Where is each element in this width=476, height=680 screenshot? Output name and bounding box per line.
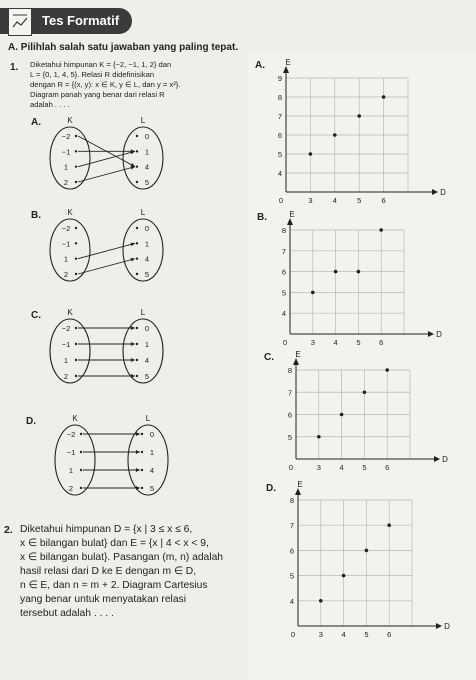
domain-dot <box>75 359 77 361</box>
domain-value: 2 <box>63 372 69 381</box>
x-tick-label: 5 <box>362 463 367 472</box>
question-1-line: Diketahui himpunan K = {−2, −1, 1, 2} dan <box>30 60 172 69</box>
x-tick-label: 4 <box>341 630 346 639</box>
codomain-dot <box>136 375 138 377</box>
x-tick-label: 5 <box>364 630 369 639</box>
set-k-name: K <box>67 208 73 217</box>
domain-dot <box>75 327 77 329</box>
option-a-chart-label[interactable]: A. <box>255 60 265 71</box>
option-b-chart-label[interactable]: B. <box>257 212 267 223</box>
option-c-chart-label[interactable]: C. <box>264 352 274 363</box>
set-l-name: L <box>140 116 146 125</box>
arrow-head <box>131 358 135 362</box>
y-tick-label: 7 <box>277 112 283 121</box>
codomain-dot <box>136 257 138 259</box>
arrow-diagram-c <box>40 307 190 389</box>
page-title: Tes Formatif <box>42 13 120 28</box>
x-tick-label: 5 <box>357 196 362 205</box>
y-tick-label: 4 <box>281 309 287 319</box>
question-2-line: n ∈ E, dan n = m + 2. Diagram Cartesius <box>20 580 208 591</box>
arrow-head <box>131 374 135 378</box>
set-k-name: K <box>72 414 78 423</box>
domain-dot <box>75 165 77 167</box>
y-tick-label: 6 <box>281 267 287 277</box>
y-tick-label: 8 <box>289 496 295 505</box>
data-point <box>385 368 389 372</box>
y-tick-label: 7 <box>281 246 287 256</box>
codomain-dot <box>136 327 138 329</box>
domain-value: 1 <box>68 466 74 475</box>
arrow-diagram-b <box>40 207 190 287</box>
domain-dot <box>75 257 77 259</box>
arrow-head <box>136 486 140 490</box>
domain-value: −1 <box>66 448 76 457</box>
question-2-line: x ∈ bilangan bulat} dan E = {x | 4 < x < 9, <box>20 538 209 549</box>
y-tick-label: 7 <box>289 521 295 531</box>
y-axis-arrow <box>295 488 301 495</box>
arrow-head <box>136 450 140 454</box>
codomain-value: 5 <box>144 178 150 187</box>
option-a-label[interactable]: A. <box>31 117 41 128</box>
codomain-dot <box>136 343 138 345</box>
set-l-oval <box>123 219 163 281</box>
arrow-head <box>136 468 140 472</box>
x-axis-title: D <box>436 330 442 339</box>
codomain-value: 0 <box>144 324 150 333</box>
question-2-line: Diketahui himpunan D = {x | 3 ≤ x ≤ 6, <box>20 524 193 535</box>
domain-value: −2 <box>61 224 71 233</box>
codomain-value: 4 <box>144 356 150 365</box>
data-point <box>379 228 383 232</box>
codomain-value: 1 <box>144 239 150 249</box>
codomain-value: 0 <box>149 430 155 439</box>
y-tick-label: 4 <box>277 169 283 178</box>
set-l-oval <box>128 425 168 495</box>
x-tick-label: 5 <box>356 338 361 347</box>
arrow-head <box>136 432 140 436</box>
codomain-value: 1 <box>149 448 155 457</box>
y-tick-label: 6 <box>277 131 283 140</box>
x-tick-label: 4 <box>339 463 344 472</box>
option-b-label[interactable]: B. <box>31 210 41 221</box>
x-tick-label: 4 <box>332 196 337 205</box>
arrow-head <box>131 342 135 346</box>
domain-dot <box>75 273 77 275</box>
data-point <box>319 599 323 603</box>
codomain-value: 1 <box>144 147 150 157</box>
x-axis-title: D <box>444 622 450 631</box>
origin-label: 0 <box>278 196 284 205</box>
domain-value: 2 <box>63 270 69 279</box>
domain-value: −2 <box>61 132 71 141</box>
set-k-name: K <box>67 308 73 317</box>
y-axis-title: E <box>289 210 295 219</box>
set-l-name: L <box>145 414 151 423</box>
option-d-chart-label[interactable]: D. <box>266 483 276 494</box>
question-1-line: Diagram panah yang benar dari relasi R <box>30 90 165 99</box>
domain-value: 2 <box>63 178 69 187</box>
data-point <box>382 95 386 99</box>
y-tick-label: 6 <box>287 410 293 420</box>
data-point <box>357 270 361 274</box>
question-2-line: x ∈ bilangan bulat}. Pasangan (m, n) adalah <box>20 552 224 563</box>
domain-value: 1 <box>63 356 69 365</box>
y-tick-label: 5 <box>277 150 283 159</box>
codomain-dot <box>141 469 143 471</box>
section-instruction: A. Pilihlah salah satu jawaban yang paling tepat. <box>8 42 239 53</box>
x-tick-label: 3 <box>318 630 323 639</box>
codomain-value: 0 <box>144 224 150 233</box>
y-tick-label: 6 <box>289 546 295 556</box>
y-axis-title: E <box>295 350 301 359</box>
set-l-name: L <box>140 208 146 217</box>
question-1-text <box>30 60 238 110</box>
question-1-number: 1. <box>10 62 19 73</box>
data-point <box>357 114 361 118</box>
set-l-oval <box>123 319 163 383</box>
domain-value: 1 <box>63 254 69 264</box>
domain-dot <box>80 433 82 435</box>
data-point <box>363 390 367 394</box>
domain-value: −1 <box>61 340 71 349</box>
x-axis-arrow <box>432 189 438 195</box>
codomain-value: 5 <box>149 484 155 493</box>
arrow-head <box>131 326 135 330</box>
x-axis-arrow <box>428 331 434 337</box>
question-2-number: 2. <box>4 524 13 536</box>
data-point <box>342 574 346 578</box>
header-banner <box>0 8 132 34</box>
x-tick-label: 3 <box>316 463 321 472</box>
domain-dot <box>80 487 82 489</box>
x-axis-title: D <box>440 188 446 197</box>
codomain-dot <box>136 181 138 183</box>
codomain-value: 4 <box>144 162 150 172</box>
arrow-diagram-d <box>45 413 195 501</box>
question-1-line: L = {0, 1, 4, 5}. Relasi R didefinisikan <box>30 70 155 79</box>
question-2-line: hasil relasi dari D ke E dengan m ∈ D, <box>20 566 197 577</box>
codomain-value: 4 <box>144 254 150 264</box>
data-point <box>333 133 337 137</box>
codomain-dot <box>141 433 143 435</box>
y-axis-title: E <box>285 58 291 67</box>
data-point <box>334 270 338 274</box>
y-axis-arrow <box>283 66 289 73</box>
question-1-line: dengan R = {(x, y): x ∈ K, y ∈ L, dan y = x²}. <box>30 80 181 89</box>
codomain-dot <box>136 359 138 361</box>
domain-value: −2 <box>66 430 76 439</box>
codomain-value: 1 <box>144 340 150 349</box>
x-axis-title: D <box>442 455 448 464</box>
x-tick-label: 6 <box>381 196 386 205</box>
option-d-label[interactable]: D. <box>26 416 36 427</box>
domain-dot <box>80 451 82 453</box>
codomain-value: 5 <box>144 372 150 381</box>
domain-dot <box>75 181 77 183</box>
y-tick-label: 7 <box>287 388 293 398</box>
domain-dot <box>75 227 77 229</box>
domain-value: 2 <box>68 484 74 493</box>
y-tick-label: 8 <box>287 366 293 375</box>
domain-value: −1 <box>61 239 71 249</box>
document-chart-icon <box>8 8 32 36</box>
data-point <box>387 523 391 527</box>
codomain-value: 5 <box>144 270 150 279</box>
x-tick-label: 3 <box>308 196 313 205</box>
x-tick-label: 6 <box>385 463 390 472</box>
option-c-label[interactable]: C. <box>31 310 41 321</box>
codomain-dot <box>141 487 143 489</box>
cartesian-diagram-c <box>278 350 450 475</box>
codomain-dot <box>136 150 138 152</box>
data-point <box>340 413 344 417</box>
x-axis-arrow <box>436 623 442 629</box>
y-tick-label: 5 <box>289 571 295 581</box>
question-2-line: tersebut adalah . . . . <box>20 608 114 619</box>
y-tick-label: 5 <box>281 288 287 298</box>
codomain-dot <box>136 135 138 137</box>
cartesian-diagram-b <box>272 210 444 350</box>
y-tick-label: 8 <box>281 226 287 235</box>
set-l-name: L <box>140 308 146 317</box>
domain-value: 1 <box>63 162 69 172</box>
codomain-dot <box>136 165 138 167</box>
set-k-name: K <box>67 116 73 125</box>
question-2-line: yang benar untuk menyatakan relasi <box>20 594 186 605</box>
data-point <box>311 291 315 295</box>
x-tick-label: 6 <box>379 338 384 347</box>
data-point <box>365 549 369 553</box>
codomain-dot <box>136 273 138 275</box>
x-tick-label: 4 <box>333 338 338 347</box>
cartesian-diagram-d <box>280 480 452 642</box>
arrow-diagram-a <box>40 115 190 195</box>
y-tick-label: 5 <box>287 432 293 442</box>
domain-value: −2 <box>61 324 71 333</box>
y-axis-arrow <box>293 358 299 365</box>
domain-dot <box>80 469 82 471</box>
y-axis-arrow <box>287 218 293 225</box>
codomain-value: 4 <box>149 466 155 475</box>
data-point <box>309 152 313 156</box>
origin-label: 0 <box>290 630 296 639</box>
x-tick-label: 3 <box>310 338 315 347</box>
origin-label: 0 <box>282 338 288 347</box>
cartesian-diagram-a <box>268 58 448 208</box>
y-tick-label: 9 <box>277 74 283 83</box>
y-axis-title: E <box>297 480 303 489</box>
codomain-dot <box>136 227 138 229</box>
x-axis-arrow <box>434 456 440 462</box>
x-tick-label: 6 <box>387 630 392 639</box>
origin-label: 0 <box>288 463 294 472</box>
relation-arrow <box>78 243 135 258</box>
data-point <box>317 435 321 439</box>
relation-arrow <box>78 151 135 166</box>
domain-dot <box>75 242 77 244</box>
codomain-value: 0 <box>144 132 150 141</box>
question-2-text <box>20 523 248 621</box>
y-tick-label: 4 <box>289 596 295 606</box>
question-1-line: adalah . . . . <box>30 100 70 109</box>
codomain-dot <box>141 451 143 453</box>
domain-dot <box>75 343 77 345</box>
domain-dot <box>75 375 77 377</box>
codomain-dot <box>136 242 138 244</box>
domain-dot <box>75 135 77 137</box>
domain-dot <box>75 150 77 152</box>
y-tick-label: 8 <box>277 93 283 102</box>
set-l-oval <box>123 127 163 189</box>
domain-value: −1 <box>61 147 71 157</box>
